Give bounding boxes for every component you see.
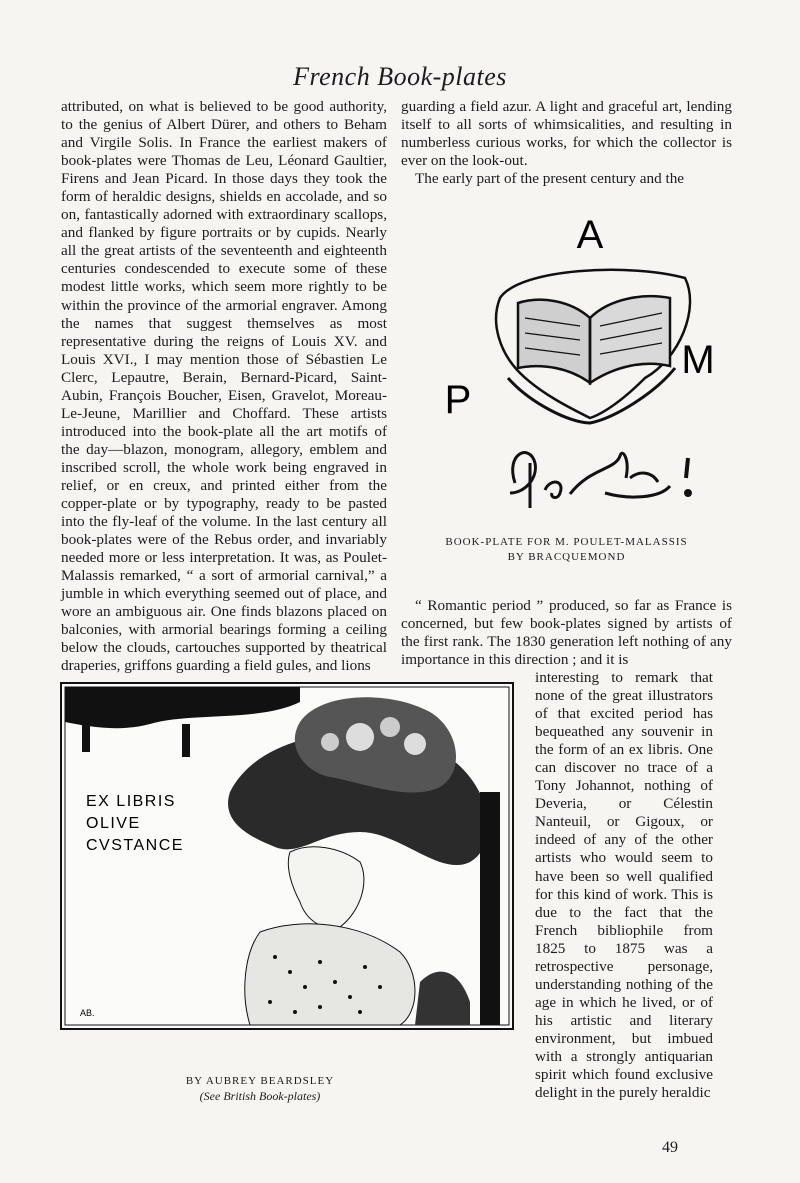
beardsley-bookplate-illustration: [60, 682, 514, 1030]
left-column: [61, 98, 387, 676]
right-paragraph-4: interesting to remark that none of the great illustrators of that excited period has bequeathed any souvenir in the form of an ex libris. One can discover no trace of a Tony Johannot, nothing of Deveria, or Célestin Nanteuil, or Gigoux, or indeed of any of the other artists who would seem to have been so well qualified for this kind of work. This is due to the fact that the French bibliophile from 1825 to 1875 was a retrospective personage, understanding nothing of the age in which he lived, or of his artistic and literary environment, but imbued with a strongly antiquarian spirit which found exclusive delight in the purely heraldic: [535, 669, 713, 1102]
right-paragraph-2: The early part of the present century and the: [415, 170, 685, 188]
signature-scribble-icon: [510, 453, 691, 508]
running-header: French Book-plates: [293, 62, 507, 91]
right-column-middle: [401, 597, 732, 669]
right-paragraph-3: “ Romantic period ” produced, so far as France is concerned, but few book-plates signed by artists of the first rank. The 1830 generation left nothing of any importance in this direction ; and it is: [401, 597, 732, 669]
artist-monogram: AB.: [80, 1008, 95, 1018]
beardsley-caption: [120, 1074, 400, 1104]
plate-letter-m: M: [681, 338, 715, 382]
right-column-top: [401, 98, 732, 188]
caption-line: (See British Book-plates): [199, 1089, 321, 1103]
plate-letter-p: P: [444, 378, 472, 422]
owner-last-name: CVSTANCE: [86, 837, 184, 854]
tassel-icon: [182, 724, 190, 757]
bracquemond-bookplate-illustration: [430, 208, 730, 528]
ex-libris-text: EX LIBRIS: [86, 793, 176, 810]
tassel-icon: [82, 722, 90, 752]
caption-line: BOOK-PLATE FOR M. POULET-MALASSIS: [445, 536, 688, 548]
caption-line: BY AUBREY BEARDSLEY: [185, 1075, 335, 1087]
page-number: 49: [662, 1139, 678, 1156]
caption-line: BY BRACQUEMOND: [507, 551, 626, 563]
plate-letter-a: A: [576, 213, 604, 257]
right-column-narrow: [535, 669, 713, 1102]
owner-first-name: OLIVE: [86, 815, 141, 832]
bracquemond-caption: [401, 535, 732, 565]
left-paragraph: attributed, on what is believed to be good authority, to the genius of Albert Dürer, and others to Beham and Virgile Solis. In France the earliest makers of book-plates were Thomas de Leu, Léonard Gaultier, Firens and Jean Picard. In those days they took the form of heraldic designs, shields en accolade, and so on, fantastically adorned with extraordinary scallops, and flanked by figure portraits or by cupids. Nearly all the great artists of the seventeenth and eighteenth centuries condescended to execute some of these modest little works, which seem more rightly to be within the province of the armorial engraver. Among the names that suggest themselves as most representative during the reigns of Louis XV. and Louis XVI., I may mention those of Sébastien Le Clerc, Lepautre, Berain, Bernard-Picard, Saint-Aubin, François Boucher, Eisen, Gravelot, Moreau-Le-Jeune, Marillier and Choffard. These artists introduced into the book-plate all the art motifs of the day—blazon, monogram, allegory, emblem and inscribed scroll, the whole work being engraved in relief, or en creux, and printed either from the copper-plate or by typography, ready to be pasted into the fly-leaf of the volume. In the last century all book-plates were of the Rebus order, and invariably needed more or less interpretation. It was, as Poulet-Malassis remarked, “ a sort of armorial carnival,” a jumble in which everything seemed out of place, and wore an ambiguous air. One finds blazons placed on balconies, with armorial bearings forming a ceiling below the clouds, cartouches supported by theatrical draperies, griffons guarding a field gules, and lions: [61, 98, 387, 675]
right-paragraph-1: guarding a field azur. A light and graceful art, lending itself to all sorts of whimsicalities, and resulting in numberless curious works, for which the collector is ever on the look-out.: [401, 98, 732, 170]
open-book-icon: [496, 270, 690, 423]
